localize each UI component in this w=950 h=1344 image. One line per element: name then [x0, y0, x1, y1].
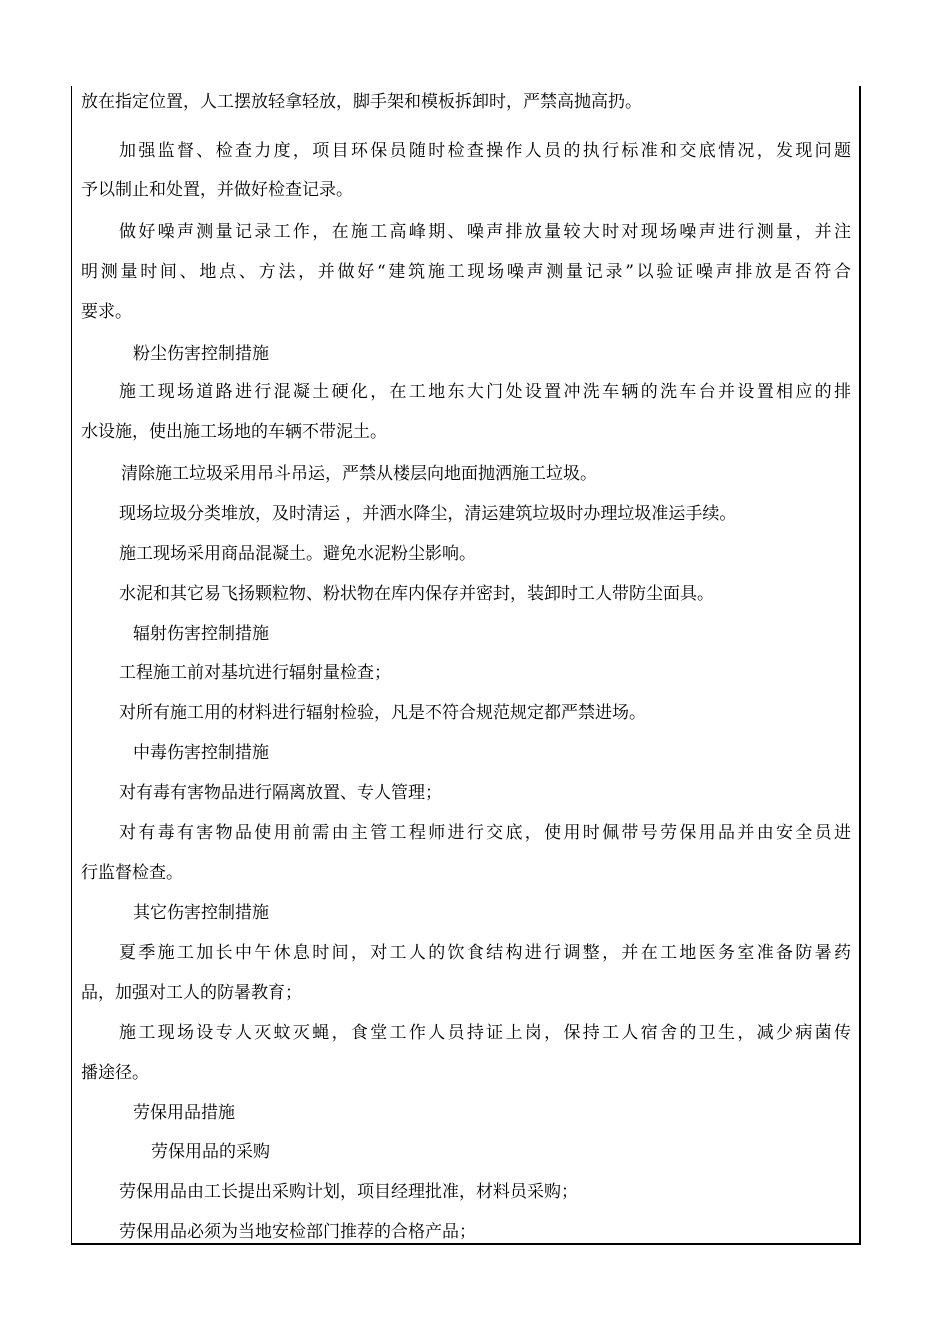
paragraph-line: 行监督检查。 [81, 863, 183, 883]
paragraph-line: 明测量时间、地点、方法，并做好“建筑施工现场噪声测量记录”以验证噪声排放是否符合 [81, 262, 851, 282]
paragraph-line: 施工现场设专人灭蚊灭蝇，食堂工作人员持证上岗，保持工人宿舍的卫生，减少病菌传 [119, 1023, 851, 1043]
paragraph-line: 水设施，使出施工场地的车辆不带泥土。 [81, 422, 387, 442]
section-heading: 劳保用品措施 [133, 1103, 235, 1123]
paragraph-line: 夏季施工加长中午休息时间，对工人的饮食结构进行调整，并在工地医务室准备防暑药 [119, 943, 851, 963]
paragraph-line: 施工现场采用商品混凝土。避免水泥粉尘影响。 [119, 544, 476, 564]
section-heading: 其它伤害控制措施 [133, 903, 269, 923]
paragraph-line: 加强监督、检查力度，项目环保员随时检查操作人员的执行标准和交底情况，发现问题 [119, 141, 851, 161]
paragraph-line: 现场垃圾分类堆放，及时清运 ，并洒水降尘，清运建筑垃圾时办理垃圾准运手续。 [119, 504, 737, 524]
paragraph-line: 播途径。 [81, 1063, 149, 1083]
paragraph-line: 水泥和其它易飞扬颗粒物、粉状物在库内保存并密封，装卸时工人带防尘面具。 [119, 584, 714, 604]
paragraph-line: 施工现场道路进行混凝土硬化，在工地东大门处设置冲洗车辆的洗车台并设置相应的排 [119, 382, 851, 402]
paragraph-line: 对有毒有害物品进行隔离放置、专人管理； [119, 783, 442, 803]
paragraph-line: 予以制止和处置，并做好检查记录。 [81, 180, 353, 200]
paragraph-line: 劳保用品必须为当地安检部门推荐的合格产品； [119, 1222, 476, 1242]
paragraph-line: 做好噪声测量记录工作，在施工高峰期、噪声排放量较大时对现场噪声进行测量，并注 [119, 222, 851, 242]
paragraph-line: 品，加强对工人的防暑教育； [81, 983, 302, 1003]
paragraph-line: 清除施工垃圾采用吊斗吊运，严禁从楼层向地面抛洒施工垃圾。 [121, 464, 597, 484]
paragraph-line: 放在指定位置，人工摆放轻拿轻放，脚手架和模板拆卸时，严禁高抛高扔。 [81, 92, 642, 112]
paragraph-line: 对所有施工用的材料进行辐射检验，凡是不符合规范规定都严禁进场。 [119, 703, 646, 723]
section-heading: 中毒伤害控制措施 [133, 743, 269, 763]
paragraph-line: 要求。 [81, 302, 132, 322]
paragraph-line: 对有毒有害物品使用前需由主管工程师进行交底，使用时佩带号劳保用品并由安全员进 [119, 823, 851, 843]
paragraph-line: 劳保用品由工长提出采购计划，项目经理批准，材料员采购； [119, 1182, 578, 1202]
subsection-heading: 劳保用品的采购 [151, 1142, 270, 1162]
section-heading: 粉尘伤害控制措施 [133, 344, 269, 364]
paragraph-line: 工程施工前对基坑进行辐射量检查； [119, 663, 391, 683]
section-heading: 辐射伤害控制措施 [133, 624, 269, 644]
